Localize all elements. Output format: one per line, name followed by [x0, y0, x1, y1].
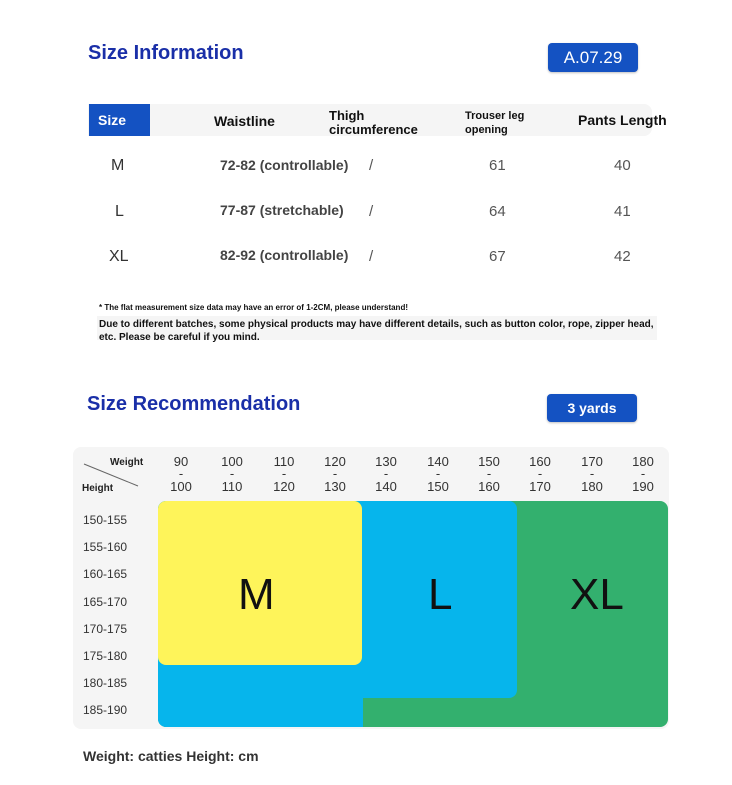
- table-row-waist: 72-82 (controllable): [220, 157, 349, 173]
- weight-range-header: [572, 454, 612, 494]
- weight-to: 140: [375, 479, 397, 494]
- weight-dash: -: [589, 466, 595, 481]
- table-row-length: 41: [614, 203, 631, 220]
- yards-badge: 3 yards: [547, 394, 637, 422]
- zone-m-label: M: [238, 570, 275, 619]
- weight-dash: -: [281, 466, 287, 481]
- header-size: Size: [89, 104, 150, 136]
- weight-dash: -: [178, 466, 184, 481]
- weight-range-header: [161, 454, 201, 494]
- weight-from: 130: [375, 454, 397, 469]
- weight-from: 90: [173, 454, 189, 469]
- header-pants-length: Pants Length: [578, 112, 667, 128]
- table-row-thigh: /: [369, 203, 374, 220]
- size-info-title: Size Information: [88, 42, 244, 64]
- weight-dash: -: [435, 466, 441, 481]
- weight-to: 170: [529, 479, 551, 494]
- table-row-leg: 67: [489, 248, 506, 265]
- weight-range-header: [212, 454, 252, 494]
- height-range-label: 185-190: [83, 703, 128, 718]
- height-range-label: 170-175: [83, 621, 128, 636]
- height-range-label: 175-180: [83, 649, 128, 663]
- weight-range-header: [520, 454, 560, 494]
- weight-to: 120: [273, 479, 295, 494]
- weight-from: 140: [427, 454, 449, 469]
- table-row-leg: 61: [489, 157, 506, 174]
- height-range-label: 165-170: [83, 594, 128, 609]
- height-range-label: 155-160: [83, 540, 128, 555]
- weight-range-header: [418, 454, 458, 494]
- product-code-badge: A.07.29: [548, 43, 638, 72]
- weight-axis-label: Weight: [110, 457, 144, 468]
- table-row-leg: 64: [489, 203, 506, 220]
- table-row-size: XL: [109, 248, 129, 265]
- table-row-thigh: /: [369, 248, 374, 265]
- weight-range-header: [623, 454, 663, 494]
- header-waistline: Waistline: [214, 113, 275, 129]
- weight-to: 130: [324, 479, 346, 494]
- weight-dash: -: [383, 466, 389, 481]
- header-thigh: Thigh circumference: [329, 108, 418, 137]
- weight-from: 110: [273, 454, 295, 469]
- height-range-label: 180-185: [83, 676, 128, 691]
- table-row-length: 40: [614, 157, 631, 174]
- weight-to: 150: [427, 479, 449, 494]
- weight-to: 100: [170, 479, 192, 494]
- weight-range-header: [315, 454, 355, 494]
- header-leg-opening: Trouser leg opening: [465, 110, 525, 136]
- zone-xl-label: XL: [570, 570, 624, 619]
- weight-dash: -: [332, 466, 338, 481]
- weight-from: 120: [324, 454, 346, 469]
- weight-dash: -: [486, 466, 492, 481]
- table-row-waist: 77-87 (stretchable): [220, 202, 344, 218]
- weight-range-header: [469, 454, 509, 494]
- weight-from: 150: [478, 454, 500, 469]
- weight-dash: -: [640, 466, 646, 481]
- weight-from: 100: [221, 454, 243, 469]
- table-row-size: L: [115, 203, 124, 220]
- weight-from: 170: [581, 454, 603, 469]
- weight-range-header: [264, 454, 304, 494]
- weight-to: 110: [221, 479, 243, 494]
- height-range-label: 150-155: [83, 513, 128, 527]
- weight-from: 180: [632, 454, 654, 469]
- batch-note: Due to different batches, some physical products may have different details, such as button color, rope, zipper head, etc. Please be careful if you mind.: [99, 319, 654, 343]
- weight-to: 180: [581, 479, 603, 494]
- weight-from: 160: [529, 454, 551, 469]
- zone-l-label: L: [428, 570, 453, 619]
- weight-dash: -: [537, 466, 543, 481]
- height-range-label: 160-165: [83, 567, 128, 582]
- height-axis-label: Height: [82, 483, 114, 494]
- weight-range-header: [366, 454, 406, 494]
- weight-to: 160: [478, 479, 500, 494]
- measurement-note: * The flat measurement size data may have an error of 1-2CM, please understand!: [99, 303, 408, 312]
- weight-dash: -: [229, 466, 235, 481]
- table-row-length: 42: [614, 248, 631, 265]
- table-row-size: M: [111, 157, 125, 174]
- weight-to: 190: [632, 479, 654, 494]
- units-footer: Weight: catties Height: cm: [83, 748, 259, 764]
- table-row-thigh: /: [369, 157, 374, 174]
- size-recommendation-title: Size Recommendation: [87, 393, 301, 415]
- table-row-waist: 82-92 (controllable): [220, 247, 349, 263]
